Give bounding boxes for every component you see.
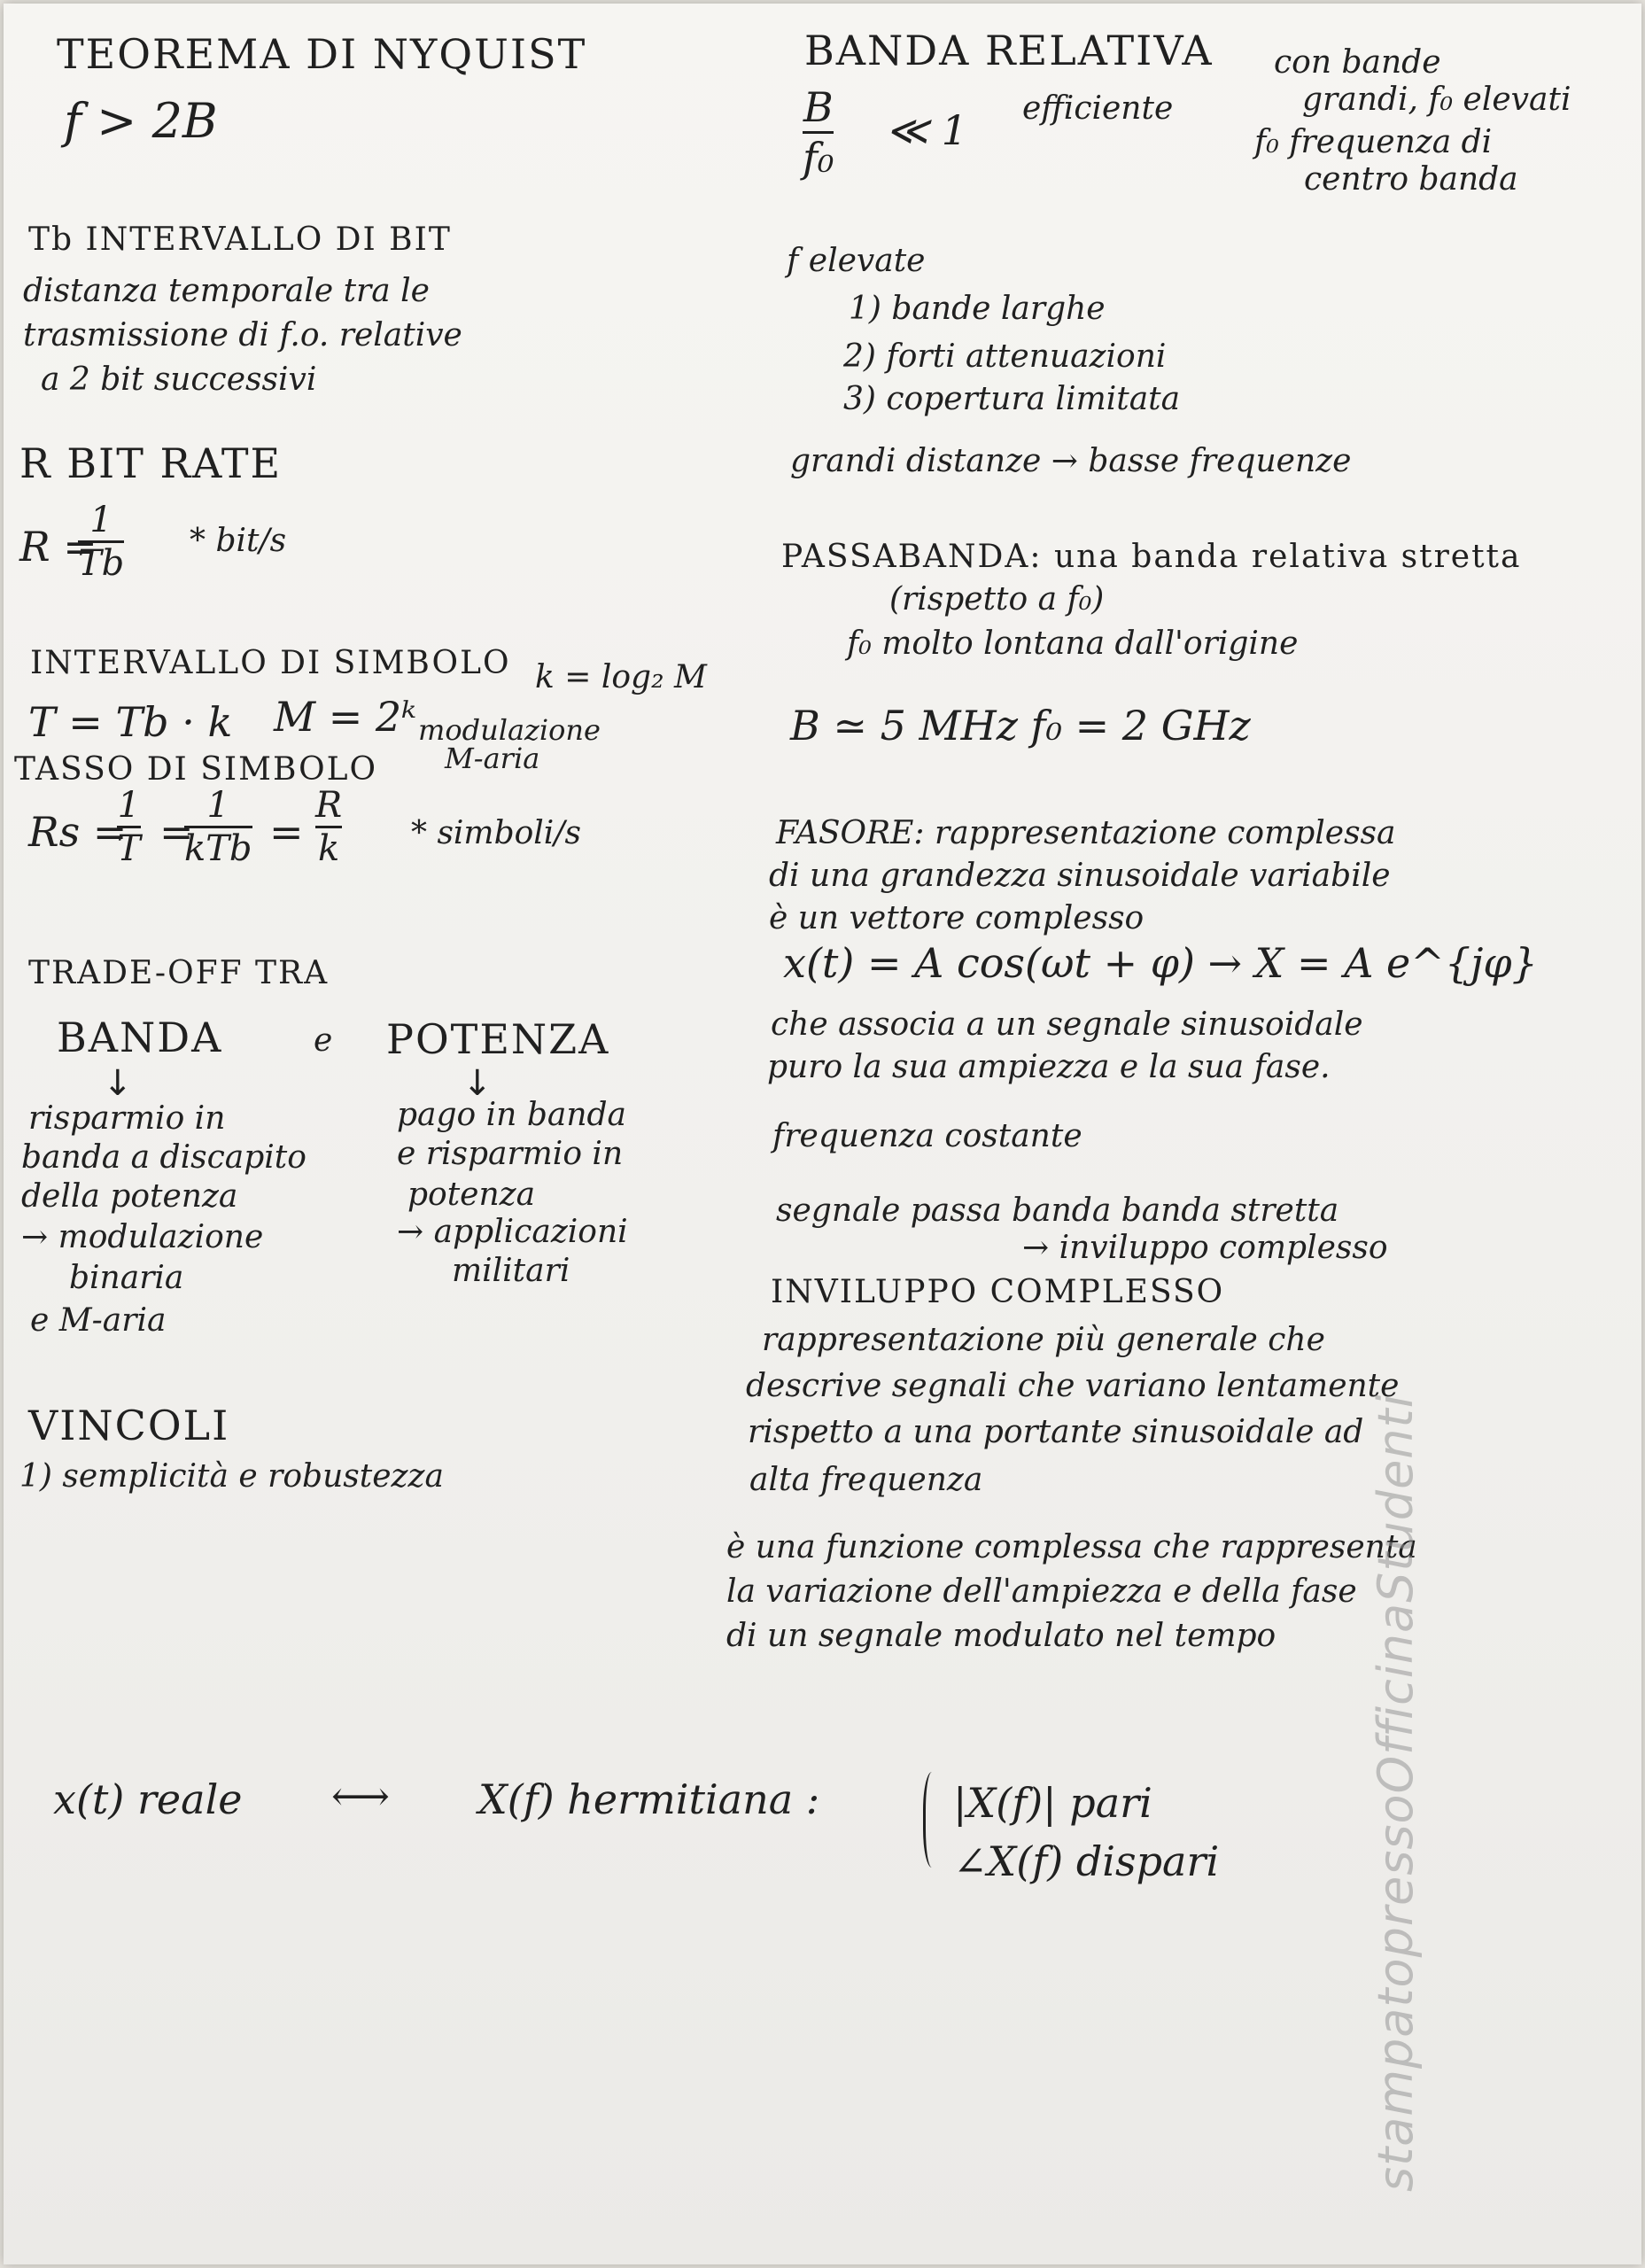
envelope-def-3: rispetto a una portante sinusoidale ad xyxy=(748,1414,1364,1450)
envelope-def-6: la variazione dell'ampiezza e della fase xyxy=(726,1573,1357,1610)
phasor-def-6: puro la sua ampiezza e la sua fase. xyxy=(767,1049,1331,1085)
wide-band-note-1: con bande xyxy=(1274,44,1441,81)
symbol-interval-title: INTERVALLO DI SIMBOLO xyxy=(30,645,511,681)
tradeoff-potenza: POTENZA xyxy=(386,1015,610,1063)
symbol-rate-fraction-2 xyxy=(184,785,252,869)
envelope-def-2: descrive segnali che variano lentamente xyxy=(746,1368,1400,1404)
bit-rate-title: R BIT RATE xyxy=(19,439,283,487)
hermitian-even: |X(f)| pari xyxy=(953,1779,1152,1827)
symbol-rate-lhs: Rs = xyxy=(28,808,128,856)
high-freq-item-2: 2) forti attenuazioni xyxy=(843,338,1167,375)
relative-band-numerator: B xyxy=(803,83,834,131)
banda-note-2: banda a discapito xyxy=(21,1139,306,1176)
relative-band-denominator: f₀ xyxy=(803,134,834,182)
bit-interval-desc-3: a 2 bit successivi xyxy=(41,361,317,398)
potenza-note-2: e risparmio in xyxy=(397,1136,624,1172)
hermitian-lhs: x(t) reale xyxy=(53,1775,243,1823)
fraction-3-numerator: R xyxy=(315,785,343,826)
relative-band-efficient: efficiente xyxy=(1022,90,1174,127)
potenza-note-5: militari xyxy=(452,1253,570,1289)
fraction-2-numerator: 1 xyxy=(206,785,229,826)
center-freq-note-2: centro banda xyxy=(1304,161,1518,198)
high-freq-item-3: 3) copertura limitata xyxy=(843,381,1181,417)
relative-band-fraction xyxy=(803,83,834,182)
modulation-label: modulazione xyxy=(418,713,601,747)
bit-rate-unit: * bit/s xyxy=(190,523,287,559)
m-formula: M = 2ᵏ xyxy=(274,693,416,741)
arrow-down-icon: ↓ xyxy=(462,1063,493,1104)
tradeoff-title: TRADE-OFF TRA xyxy=(28,955,330,991)
brace-icon xyxy=(923,1772,945,1868)
envelope-title: INVILUPPO COMPLESSO xyxy=(771,1274,1225,1310)
notebook-page xyxy=(4,4,1641,2264)
symbol-rate-eq-2: = xyxy=(269,808,304,856)
watermark: stampatopressoOfficinaStudenti xyxy=(1368,1394,1424,2192)
passband-signal: segnale passa banda banda stretta xyxy=(776,1192,1339,1229)
banda-note-3: della potenza xyxy=(21,1178,238,1215)
phasor-def-3: è un vettore complesso xyxy=(769,900,1145,936)
constant-frequency: frequenza costante xyxy=(772,1118,1082,1154)
bit-interval-title: Tb INTERVALLO DI BIT xyxy=(28,221,452,258)
tradeoff-e: e xyxy=(314,1022,333,1059)
bit-rate-numerator: 1 xyxy=(89,500,113,540)
k-formula: k = log₂ M xyxy=(535,659,707,695)
fraction-1-denominator: T xyxy=(117,828,141,869)
constraints-title: VINCOLI xyxy=(28,1402,230,1449)
nyquist-title: TEOREMA DI NYQUIST xyxy=(57,30,587,78)
relative-band-title: BANDA RELATIVA xyxy=(804,27,1214,74)
symbol-rate-fraction-1 xyxy=(117,785,141,869)
wide-band-note-2: grandi, f₀ elevati xyxy=(1302,82,1571,118)
symbol-rate-unit: * simboli/s xyxy=(411,815,581,851)
t-formula: T = Tb · k xyxy=(28,698,233,746)
potenza-note-3: potenza xyxy=(407,1177,536,1213)
potenza-note-4: → applicazioni xyxy=(397,1214,628,1250)
banda-note-5: binaria xyxy=(69,1260,184,1296)
hermitian-arrow: ⟷ xyxy=(331,1772,390,1820)
fraction-1-numerator: 1 xyxy=(117,785,141,826)
nyquist-formula: f > 2B xyxy=(64,93,218,149)
symbol-rate-eq-1: = xyxy=(159,808,194,856)
bit-rate-lhs: R = xyxy=(19,523,97,571)
envelope-def-1: rappresentazione più generale che xyxy=(762,1322,1325,1358)
passband-def: PASSABANDA: una banda relativa stretta xyxy=(781,539,1522,575)
banda-note-6: e M-aria xyxy=(30,1302,167,1339)
bit-interval-desc-1: distanza temporale tra le xyxy=(23,273,430,309)
modulation-mary-label: M-aria xyxy=(445,742,540,775)
constraints-item-1: 1) semplicità e robustezza xyxy=(19,1458,444,1495)
hermitian-rhs: X(f) hermitiana : xyxy=(478,1775,820,1823)
passband-origin: f₀ molto lontana dall'origine xyxy=(847,625,1299,662)
passband-example: B ≃ 5 MHz f₀ = 2 GHz xyxy=(790,702,1251,750)
complex-envelope-arrow: → inviluppo complesso xyxy=(1022,1230,1388,1266)
fraction-3-denominator: k xyxy=(317,828,340,869)
passband-respect: (rispetto a f₀) xyxy=(889,581,1105,617)
bit-interval-desc-2: trasmissione di f.o. relative xyxy=(23,317,462,353)
phasor-formula: x(t) = A cos(ωt + φ) → X = A e^{jφ} xyxy=(783,939,1538,987)
tradeoff-banda: BANDA xyxy=(57,1014,223,1061)
symbol-rate-title: TASSO DI SIMBOLO xyxy=(14,751,378,788)
envelope-def-5: è una funzione complessa che rappresenta xyxy=(726,1529,1417,1565)
envelope-def-7: di un segnale modulato nel tempo xyxy=(726,1618,1276,1654)
envelope-def-4: alta frequenza xyxy=(749,1462,983,1498)
high-freq-title: f elevate xyxy=(787,243,926,279)
symbol-rate-fraction-3 xyxy=(315,785,342,869)
phasor-def-5: che associa a un segnale sinusoidale xyxy=(771,1006,1363,1043)
banda-note-1: risparmio in xyxy=(28,1100,226,1137)
banda-note-4: → modulazione xyxy=(21,1219,264,1255)
fraction-2-denominator: kTb xyxy=(184,828,252,869)
relative-band-ll: ≪ 1 xyxy=(886,106,968,154)
high-freq-item-1: 1) bande larghe xyxy=(849,291,1106,327)
bit-rate-fraction xyxy=(78,500,124,584)
bit-rate-denominator: Tb xyxy=(78,543,125,584)
potenza-note-1: pago in banda xyxy=(397,1097,627,1133)
hermitian-odd: ∠X(f) dispari xyxy=(953,1837,1220,1885)
phasor-def-1: FASORE: rappresentazione complessa xyxy=(776,815,1396,851)
distance-frequency-note: grandi distanze → basse frequenze xyxy=(790,443,1352,479)
arrow-down-icon: ↓ xyxy=(103,1063,133,1104)
phasor-def-2: di una grandezza sinusoidale variabile xyxy=(769,858,1391,894)
center-freq-note-1: f₀ frequenza di xyxy=(1254,124,1493,160)
